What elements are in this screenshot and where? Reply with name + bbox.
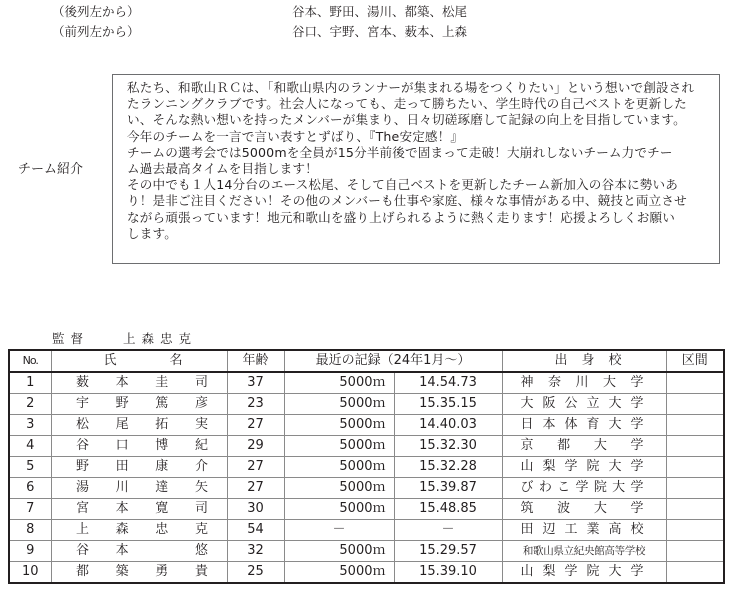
- cell-school: 和歌山県立紀央館高等学校: [502, 541, 666, 562]
- team-intro-label: チーム紹介: [18, 162, 84, 177]
- intro-line: ム過去最高タイムを目指します！: [127, 161, 318, 177]
- cell-name: 宮 本 寛 司: [51, 499, 227, 520]
- cell-event: 5000ｍ: [284, 415, 394, 436]
- cell-name: 谷 口 博 紀: [51, 436, 227, 457]
- cell-no: 6: [9, 478, 51, 499]
- cell-section: [666, 499, 724, 520]
- front-row-label: （前列左から）: [52, 24, 140, 39]
- cell-no: 10: [9, 562, 51, 584]
- roster-body: [9, 372, 724, 583]
- intro-line: 今年のチームを一言で言い表すとずばり、『The安定感！』: [127, 128, 464, 144]
- cell-no: 8: [9, 520, 51, 541]
- cell-section: [666, 415, 724, 436]
- cell-time: 15.35.15: [394, 394, 502, 415]
- table-row: [9, 436, 724, 457]
- cell-time: 15.39.87: [394, 478, 502, 499]
- cell-age: 54: [227, 520, 284, 541]
- cell-age: 23: [227, 394, 284, 415]
- front-row-names: 谷口、宇野、宮本、薮本、上森: [292, 24, 468, 39]
- table-row: [9, 415, 724, 436]
- cell-age: 29: [227, 436, 284, 457]
- coach-label: 監督: [52, 331, 90, 346]
- intro-line: い、そんな熱い想いを持ったメンバーが集まり、日々切磋琢磨して記録の向上を目指しています。: [127, 112, 686, 128]
- cell-time: －: [394, 520, 502, 541]
- table-header-row: [9, 350, 724, 372]
- cell-event: 5000ｍ: [284, 541, 394, 562]
- cell-no: 3: [9, 415, 51, 436]
- cell-age: 25: [227, 562, 284, 584]
- intro-line: り！是非ご注目ください！その他のメンバーも仕事や家庭、様々な事情がある中、競技と両立させ: [127, 193, 687, 209]
- table-row: [9, 520, 724, 541]
- cell-no: 7: [9, 499, 51, 520]
- cell-school: 山 梨 学 院 大 学: [502, 562, 666, 584]
- cell-section: [666, 520, 724, 541]
- header-section: 区間: [666, 350, 724, 372]
- cell-time: 15.48.85: [394, 499, 502, 520]
- cell-event: 5000ｍ: [284, 436, 394, 457]
- table-row: [9, 478, 724, 499]
- cell-no: 4: [9, 436, 51, 457]
- table-row: [9, 562, 724, 584]
- cell-time: 15.32.30: [394, 436, 502, 457]
- roster-table: [8, 349, 725, 584]
- intro-line: チームの選考会では5000mを全員が15分半前後で固まって走破！大崩れしないチーム力でチー: [127, 144, 673, 160]
- cell-time: 14.40.03: [394, 415, 502, 436]
- cell-school: び わ こ 学 院 大 学: [502, 478, 666, 499]
- intro-line: たランニングクラブです。社会人になっても、走って勝ちたい、学生時代の自己ベストを更新した: [127, 96, 687, 112]
- cell-section: [666, 372, 724, 394]
- cell-section: [666, 457, 724, 478]
- cell-event: 5000ｍ: [284, 562, 394, 584]
- cell-event: 5000ｍ: [284, 394, 394, 415]
- cell-time: 15.29.57: [394, 541, 502, 562]
- coach-name: 上森忠克: [122, 331, 197, 346]
- back-row-names: 谷本、野田、湯川、都築、松尾: [292, 4, 468, 19]
- cell-section: [666, 562, 724, 584]
- coach-line: [52, 331, 197, 347]
- cell-school: 日 本 体 育 大 学: [502, 415, 666, 436]
- back-row-caption: [0, 2, 736, 22]
- header-record: 最近の記録（24年1月～）: [284, 350, 502, 372]
- cell-time: 15.39.10: [394, 562, 502, 584]
- cell-name: 谷 本 悠: [51, 541, 227, 562]
- front-row-caption: [0, 22, 736, 42]
- cell-school: 筑 波 大 学: [502, 499, 666, 520]
- intro-line: その中でも１人14分台のエース松尾、そして自己ベストを更新したチーム新加入の谷本に勢いあ: [127, 177, 678, 193]
- cell-no: 5: [9, 457, 51, 478]
- cell-age: 37: [227, 372, 284, 394]
- cell-school: 田 辺 工 業 高 校: [502, 520, 666, 541]
- cell-event: 5000ｍ: [284, 372, 394, 394]
- cell-no: 1: [9, 372, 51, 394]
- cell-section: [666, 394, 724, 415]
- cell-school: 神 奈 川 大 学: [502, 372, 666, 394]
- cell-name: 松 尾 拓 実: [51, 415, 227, 436]
- cell-school: 京 都 大 学: [502, 436, 666, 457]
- team-intro-box: [112, 74, 720, 264]
- cell-age: 27: [227, 478, 284, 499]
- cell-section: [666, 478, 724, 499]
- cell-event: 5000ｍ: [284, 499, 394, 520]
- cell-name: 都 築 勇 貴: [51, 562, 227, 584]
- table-row: [9, 372, 724, 394]
- cell-name: 野 田 康 介: [51, 457, 227, 478]
- cell-event: 5000ｍ: [284, 457, 394, 478]
- header-age: 年齢: [227, 350, 284, 372]
- cell-time: 14.54.73: [394, 372, 502, 394]
- header-name: 氏 名: [51, 350, 227, 372]
- header-no: No.: [9, 350, 51, 372]
- cell-name: 薮 本 圭 司: [51, 372, 227, 394]
- cell-name: 湯 川 達 矢: [51, 478, 227, 499]
- cell-age: 27: [227, 415, 284, 436]
- cell-name: 上 森 忠 克: [51, 520, 227, 541]
- intro-line: 私たち、和歌山ＲＣは、「和歌山県内のランナーが集まれる場をつくりたい」という想いで創設され: [127, 80, 695, 95]
- cell-age: 30: [227, 499, 284, 520]
- cell-event: 5000ｍ: [284, 478, 394, 499]
- cell-no: 2: [9, 394, 51, 415]
- cell-time: 15.32.28: [394, 457, 502, 478]
- cell-school: 大 阪 公 立 大 学: [502, 394, 666, 415]
- header-school: 出 身 校: [502, 350, 666, 372]
- table-row: [9, 457, 724, 478]
- cell-age: 27: [227, 457, 284, 478]
- cell-name: 宇 野 篤 彦: [51, 394, 227, 415]
- cell-school: 山 梨 学 院 大 学: [502, 457, 666, 478]
- cell-event: －: [284, 520, 394, 541]
- cell-age: 32: [227, 541, 284, 562]
- table-row: [9, 394, 724, 415]
- table-row: [9, 541, 724, 562]
- cell-section: [666, 541, 724, 562]
- intro-line: ながら頑張っています！地元和歌山を盛り上げられるように熱く走ります！応援よろしくお願い: [127, 209, 675, 225]
- cell-section: [666, 436, 724, 457]
- back-row-label: （後列左から）: [52, 4, 140, 19]
- intro-line: します。: [127, 225, 177, 241]
- cell-no: 9: [9, 541, 51, 562]
- table-row: [9, 499, 724, 520]
